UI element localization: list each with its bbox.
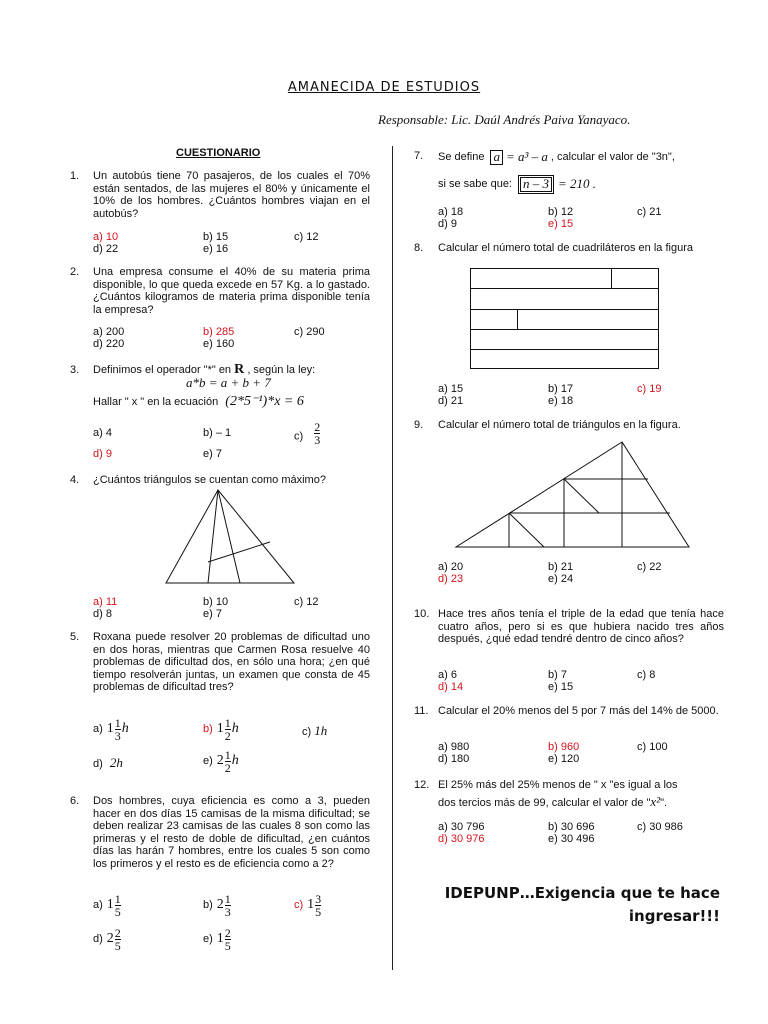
option-d: d) 22 [93,243,119,255]
document-title: AMANECIDA DE ESTUDIOS [287,80,481,95]
option-c: c) 22 [637,561,662,573]
option-a: a) 6 [438,669,457,681]
option-b: b) 30 696 [548,821,595,833]
question-11 [414,705,724,767]
footer-line-2: ingresar!!! [628,907,720,925]
responsible-line: Responsable: Lic. Daúl Andrés Paiva Yanayaco. [378,112,631,127]
option-e: e) 2 $\frac{1}{2}$ h [203,748,239,775]
option-b: b) – 1 [203,427,232,439]
column-divider [392,146,393,970]
question-number: 5. [70,631,80,643]
option-b: b) 12 [548,206,574,218]
option-e: e) 16 [203,243,229,255]
option-c: c) 12 [294,231,319,243]
question-text-line-1: El 25% más del 25% menos de " x "es igual a los [438,779,678,791]
rectangles-figure [469,267,663,373]
option-e: e) 120 [548,753,580,765]
option-a: a) 1 $\frac{1}{3}$ h [93,716,129,743]
option-c: c) 21 [637,206,662,218]
option-b: b) 1 $\frac{1}{2}$ h [203,716,239,743]
option-d: d) 14 [438,681,464,693]
option-e: e) 1 $\frac{2}{5}$ [203,926,231,953]
question-text: Roxana puede resolver 20 problemas de dificultad uno en dos horas, mientras que Carmen Rosa resuelve 40 problemas de dificultad dos, en sólo una hora; ¿en qué tiempo resolverán juntas, un examen que consta de 45 problemas de dificultad tres? [93,631,370,694]
question-7 [414,150,724,236]
question-number: 7. [414,150,424,162]
footer-slogan [420,882,720,928]
section-title: CUESTIONARIO [176,147,261,159]
option-a: a) 20 [438,561,464,573]
option-d: d) 9 [93,448,112,460]
question-number: 12. [414,779,430,791]
option-b: b) 960 [548,741,580,753]
option-d: d) 2 $\frac{2}{5}$ [93,926,121,953]
option-c: c) 30 986 [637,821,683,833]
option-d: d) 21 [438,395,464,407]
question-number: 1. [70,170,80,182]
option-a: a) 4 [93,427,112,439]
question-text: Una empresa consume el 40% de su materia prima disponible, lo que queda excede en 57 Kg. a lo gastado. ¿Cuántos kilogramos de materia prima disponible tenía la empresa? [93,266,370,316]
option-a: a) 1 $\frac{1}{5}$ [93,892,121,919]
option-c: c) 1h [302,723,328,738]
question-number: 9. [414,419,424,431]
option-c: c) 12 [294,596,319,608]
question-3 [70,364,372,464]
question-number: 11. [414,705,429,717]
question-text: Hace tres años tenía el triple de la edad que tenía hace cuatro años, pero si es que hubiera nacido tres años después, ¿qué edad tendré dentro de cinco años? [438,608,724,646]
question-8 [414,242,724,410]
option-e: e) 15 [548,218,574,230]
question-number: 4. [70,474,80,486]
option-d: d) 8 [93,608,112,620]
option-a: a) 11 [93,596,118,608]
option-c: c) 290 [294,326,325,338]
option-d: d) 220 [93,338,125,350]
question-text: ¿Cuántos triángulos se cuentan como máximo? [93,474,326,486]
question-text-line-2: dos tercios más de 99, calcular el valor de "x²". [438,794,668,809]
option-e: e) 7 [203,608,222,620]
question-10 [414,608,724,696]
option-a: a) 18 [438,206,464,218]
question-2 [70,266,372,356]
option-d: d) 2h [93,755,123,770]
option-e: e) 24 [548,573,574,585]
option-c: c) 1 $\frac{3}{5}$ [294,892,322,919]
option-c: c) 100 [637,741,668,753]
question-number: 6. [70,795,80,807]
option-a: a) 980 [438,741,470,753]
triangles-figure [454,439,694,551]
option-c: c) $\frac{2}{3}$ [294,420,321,447]
condition-line: si se sabe que: n – 3 = 210 . [438,175,596,194]
question-text: Calcular el número total de triángulos en la figura. [438,419,681,431]
option-e: e) 18 [548,395,574,407]
question-5 [70,631,372,781]
question-text: Definimos el operador "*" en R , según la ley: [93,362,316,377]
footer-line-1: IDEPUNP…Exigencia que te hace [444,884,720,902]
double-boxed-operator: n – 3 [518,175,554,194]
question-6 [70,795,372,965]
option-b: b) 7 [548,669,567,681]
question-1 [70,170,372,260]
option-d: d) 23 [438,573,464,585]
option-b: b) 10 [203,596,229,608]
option-d: d) 30 976 [438,833,485,845]
operator-law: a*b = a + b + 7 [186,375,271,390]
option-a: a) 30 796 [438,821,485,833]
boxed-operator: a [490,150,503,165]
question-number: 3. [70,364,80,376]
option-a: a) 200 [93,326,125,338]
option-c: c) 19 [637,383,662,395]
option-c: c) 8 [637,669,656,681]
option-b: b) 2 $\frac{1}{3}$ [203,892,231,919]
question-number: 10. [414,608,430,620]
option-d: d) 180 [438,753,470,765]
option-e: e) 15 [548,681,574,693]
definition-line: Se define a = a³ – a , calcular el valor de "3n", [438,149,675,164]
question-9 [414,419,724,587]
option-b: b) 285 [203,326,235,338]
option-d: d) 9 [438,218,457,230]
question-12 [414,779,724,849]
question-number: 8. [414,242,424,254]
question-number: 2. [70,266,80,278]
question-4 [70,474,372,620]
option-b: b) 21 [548,561,574,573]
option-b: b) 17 [548,383,574,395]
option-e: e) 30 496 [548,833,595,845]
option-e: e) 160 [203,338,235,350]
option-e: e) 7 [203,448,222,460]
triangle-figure [162,488,302,594]
option-a: a) 10 [93,231,119,243]
option-a: a) 15 [438,383,464,395]
question-text: Calcular el 20% menos del 5 por 7 más del 14% de 5000. [438,705,719,717]
option-b: b) 15 [203,231,229,243]
question-text: Dos hombres, cuya eficiencia es como a 3, pueden hacer en dos días 15 camisas de la misma dificultad; se deben realizar 23 camisas de las cuales 8 son como las primeras y el resto de doble de dificultad, ¿en cuántos días las harán 7 hombres, entre los cuales 5 son como los primeros y el resto es de eficiencia como a 2? [93,795,370,870]
question-text: Un autobús tiene 70 pasajeros, de los cuales el 70% están sentados, de las mujeres el 80% y únicamente el 10% de los hombres. ¿Cuántos hombres viajan en el autobús? [93,170,370,220]
question-text: Calcular el número total de cuadriláteros en la figura [438,242,693,254]
equation-line: Hallar " x " en la ecuación (2*5⁻¹)*x = 6 [93,394,304,409]
